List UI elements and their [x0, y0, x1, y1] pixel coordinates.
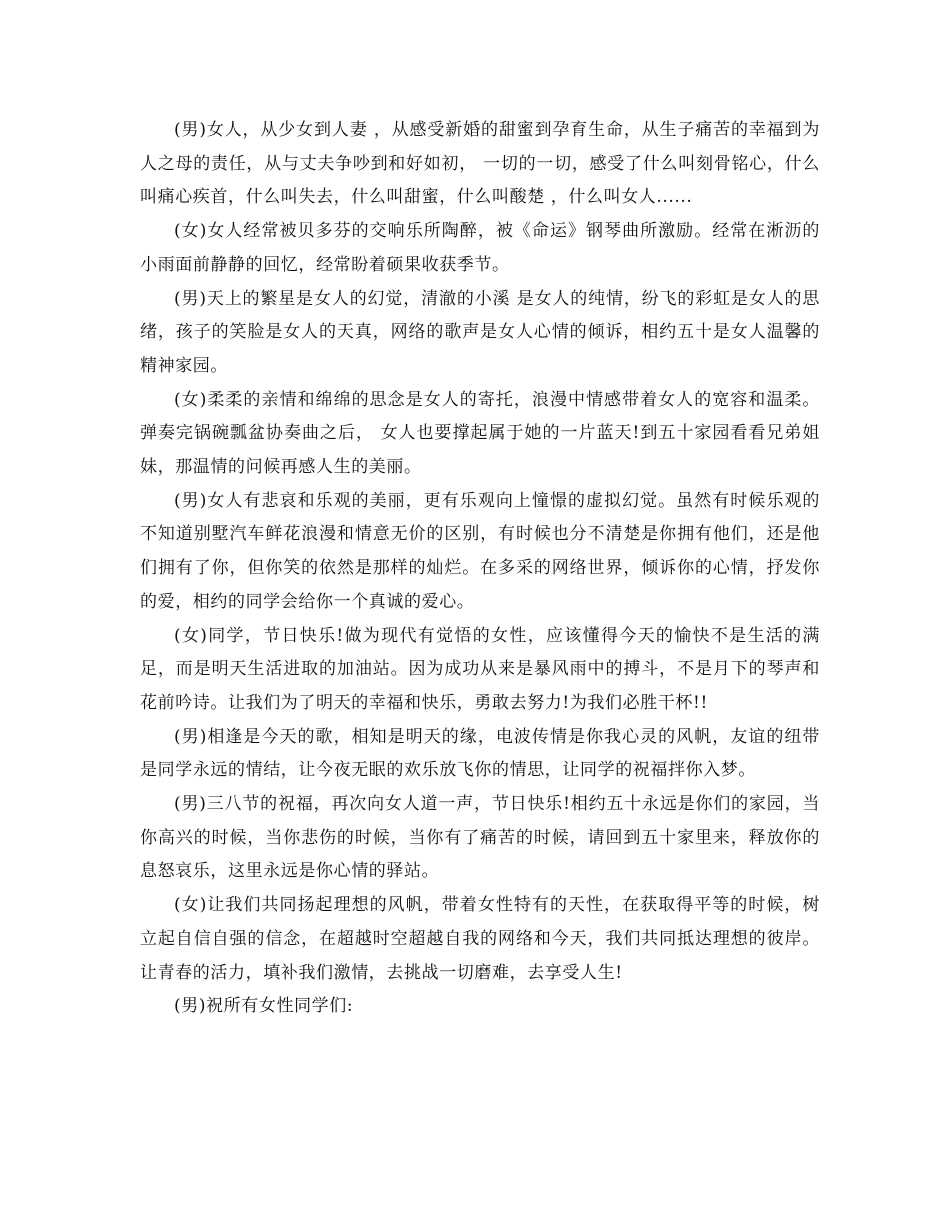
paragraph-4: (女)柔柔的亲情和绵绵的思念是女人的寄托，浪漫中情感带着女人的宽容和温柔。弹奏完锅碗瓢盆协奏曲之后， 女人也要撑起属于她的一片蓝天!到五十家园看看兄弟姐妹，那温情的问候再感人生的美丽。	[140, 389, 820, 478]
paragraph-10: (男)祝所有女性同学们:	[174, 996, 354, 1017]
paragraph-6: (女)同学，节日快乐!做为现代有觉悟的女性，应该懂得今天的愉快不是生活的满足，而是明天生活进取的加油站。因为成功从来是暴风雨中的搏斗，不是月下的琴声和花前吟诗。让我们为了明天的幸福和快乐，勇敢去努力!为我们必胜干杯!!	[140, 625, 820, 713]
paragraph-7: (男)相逢是今天的歌，相知是明天的缘，电波传情是你我心灵的风帆，友谊的纽带是同学永远的情结，让今夜无眠的欢乐放飞你的情思，让同学的祝福拌你入梦。	[140, 726, 820, 781]
paragraph-8: (男)三八节的祝福，再次向女人道一声，节日快乐!相约五十永远是你们的家园，当你高兴的时候，当你悲伤的时候，当你有了痛苦的时候，请回到五十家里来，释放你的息怒哀乐，这里永远是你心情的驿站。	[140, 794, 820, 882]
paragraph-3: (男)天上的繁星是女人的幻觉，清澈的小溪 是女人的纯情，纷飞的彩虹是女人的思绪，孩子的笑脸是女人的天真，网络的歌声是女人心情的倾诉，相约五十是女人温馨的精神家园。	[140, 288, 820, 376]
paragraph-5: (男)女人有悲哀和乐观的美丽，更有乐观向上憧憬的虚拟幻觉。虽然有时候乐观的不知道别墅汽车鲜花浪漫和情意无价的区别，有时候也分不清楚是你拥有他们，还是他们拥有了你，但你笑的依然是那样的灿烂。在多采的网络世界，倾诉你的心情，抒发你的爱，相约的同学会给你一个真诚的爱心。	[140, 490, 820, 612]
document-page	[140, 114, 820, 1024]
paragraph-1: (男)女人，从少女到人妻 ，从感受新婚的甜蜜到孕育生命，从生子痛苦的幸福到为人之母的责任，从与丈夫争吵到和好如初， 一切的一切，感受了什么叫刻骨铭心，什么叫痛心疾首，什么叫失去，什么叫甜蜜，什么叫酸楚 ，什么叫女人......	[140, 120, 820, 208]
paragraph-9: (女)让我们共同扬起理想的风帆，带着女性特有的天性，在获取得平等的时候，树立起自信自强的信念，在超越时空超越自我的网络和今天，我们共同抵达理想的彼岸。让青春的活力，填补我们激情，去挑战一切磨难，去享受人生!	[140, 895, 820, 983]
paragraph-2: (女)女人经常被贝多芬的交响乐所陶醉，被《命运》钢琴曲所激励。经常在淅沥的小雨面前静静的回忆，经常盼着硕果收获季节。	[140, 221, 820, 275]
